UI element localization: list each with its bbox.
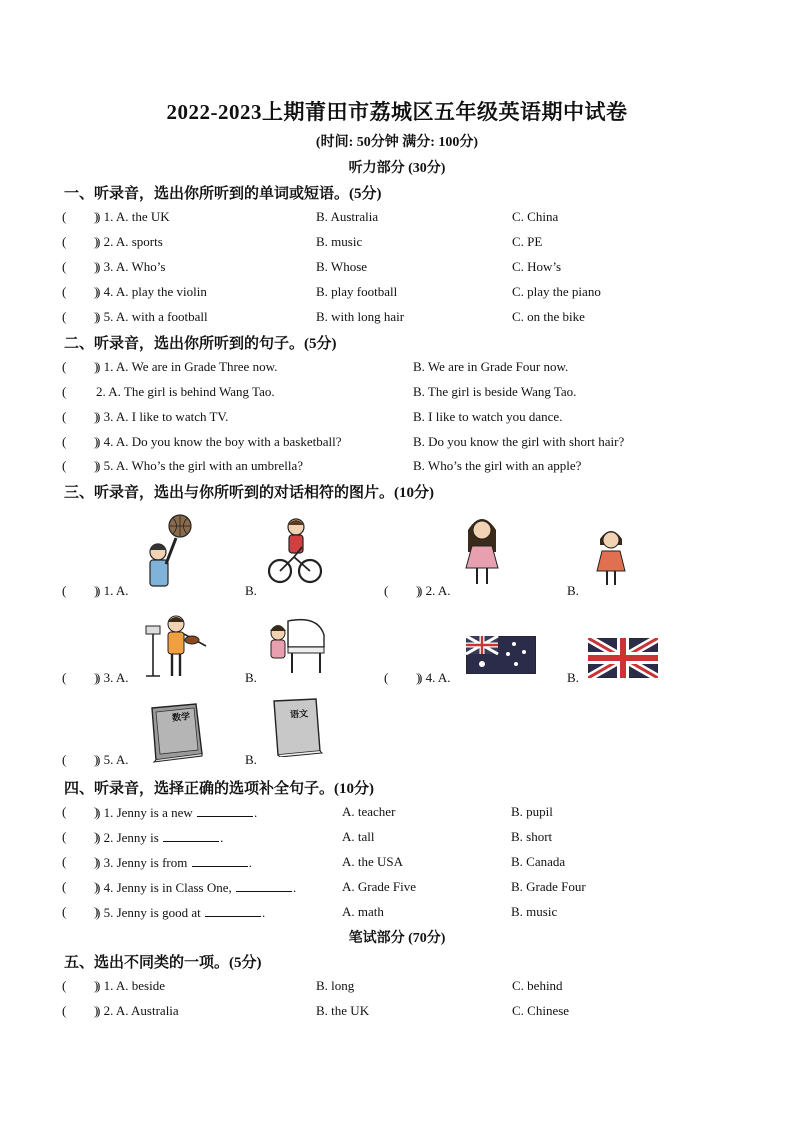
s4-item-2	[62, 829, 742, 849]
option-b: B. music	[511, 904, 558, 919]
s3-item-2	[384, 583, 684, 603]
answer-paren[interactable]	[62, 458, 66, 474]
question-text: ) 4. Jenny is in Class One, .	[96, 880, 297, 895]
s1-item-4	[62, 284, 742, 304]
answer-paren[interactable]	[62, 434, 66, 450]
option-b: B. short	[511, 829, 553, 844]
option-b: B. I like to watch you dance.	[413, 409, 563, 424]
question-text: ) 5. A. with a football	[96, 309, 208, 324]
option-b: B.	[567, 670, 579, 685]
s1-item-5	[62, 309, 742, 329]
question-text: ) 1. Jenny is a new .	[96, 805, 258, 820]
option-c: C. behind	[512, 978, 563, 993]
question-text: 2. A. The girl is behind Wang Tao.	[96, 384, 275, 399]
exam-title: 2022-2023上期莆田市荔城区五年级英语期中试卷	[166, 100, 628, 124]
answer-paren[interactable]	[62, 904, 66, 920]
option-b: B. The girl is beside Wang Tao.	[413, 384, 577, 399]
question-text: ) 5. Jenny is good at .	[96, 905, 266, 920]
option-c: C. How’s	[512, 259, 562, 274]
answer-paren[interactable]	[62, 234, 66, 250]
answer-paren[interactable]	[62, 978, 66, 994]
question-text: ) 1. A. beside	[96, 978, 165, 993]
option-b: B. Do you know the girl with short hair?	[413, 434, 625, 449]
answer-paren-open[interactable]: (	[62, 384, 67, 399]
option-b: B. Australia	[316, 209, 379, 224]
s1-item-3	[62, 259, 742, 279]
s2-item-3	[62, 409, 742, 429]
option-b: B. music	[316, 234, 363, 249]
answer-paren[interactable]	[62, 259, 66, 275]
question-text: ) 2. A.	[418, 583, 451, 598]
boy-bike-icon[interactable]	[268, 517, 322, 585]
option-b: B.	[245, 583, 257, 598]
option-b: B. We are in Grade Four now.	[413, 359, 569, 374]
part-writing: 笔试部分 (70分)	[348, 931, 446, 946]
s2-item-2	[62, 384, 742, 404]
s4-item-3	[62, 854, 742, 874]
answer-paren[interactable]	[62, 309, 66, 325]
s1-item-1	[62, 209, 742, 229]
uk-flag-icon[interactable]	[588, 638, 658, 678]
s4-item-4	[62, 879, 742, 899]
answer-paren[interactable]	[384, 670, 388, 686]
section-1-heading: 一、听录音，选出你所听到的单词或短语。(5分)	[64, 186, 382, 202]
question-text: ) 2. A. Australia	[96, 1003, 179, 1018]
question-text: ) 3. A.	[96, 670, 129, 685]
question-text: ) 1. A.	[96, 583, 129, 598]
answer-paren[interactable]	[62, 1003, 66, 1019]
section-4-heading: 四、听录音，选择正确的选项补全句子。(10分)	[64, 781, 374, 797]
answer-paren[interactable]	[62, 359, 66, 375]
question-text: ) 4. A. play the violin	[96, 284, 207, 299]
answer-paren[interactable]	[62, 284, 66, 300]
australia-flag-icon[interactable]	[466, 636, 536, 674]
answer-paren[interactable]	[384, 583, 388, 599]
option-b: B.	[245, 752, 257, 767]
option-c: C. China	[512, 209, 559, 224]
answer-paren[interactable]	[62, 752, 66, 768]
option-b: B. long	[316, 978, 355, 993]
piano-player-icon[interactable]	[264, 613, 328, 677]
math-book-label: 数学	[171, 712, 191, 724]
option-c: C. Chinese	[512, 1003, 570, 1018]
fill-blank[interactable]	[236, 879, 292, 892]
part-listening: 听力部分 (30分)	[348, 161, 446, 176]
girl-long-hair-icon[interactable]	[462, 514, 502, 590]
s2-item-5	[62, 458, 742, 478]
option-b: B. Grade Four	[511, 879, 586, 894]
fill-blank[interactable]	[197, 804, 253, 817]
boy-basketball-icon[interactable]	[140, 512, 200, 590]
fill-blank[interactable]	[192, 854, 248, 867]
option-b: B. the UK	[316, 1003, 370, 1018]
question-text: ) 3. A. I like to watch TV.	[96, 409, 229, 424]
option-b: B. pupil	[511, 804, 553, 819]
chinese-book-icon[interactable]	[270, 697, 324, 757]
violin-player-icon[interactable]	[142, 612, 212, 680]
question-text: ) 4. A. Do you know the boy with a basketball?	[96, 434, 342, 449]
s2-item-1	[62, 359, 742, 379]
fill-blank[interactable]	[205, 904, 261, 917]
question-text: ) 3. A. Who’s	[96, 259, 166, 274]
option-a: A. math	[342, 904, 384, 919]
question-text: ) 3. Jenny is from .	[96, 855, 252, 870]
s2-item-4	[62, 434, 742, 454]
girl-short-hair-icon[interactable]	[592, 525, 630, 589]
option-c: C. on the bike	[512, 309, 585, 324]
option-b: B. Who’s the girl with an apple?	[413, 458, 582, 473]
answer-paren[interactable]	[62, 804, 66, 820]
answer-paren[interactable]	[62, 409, 66, 425]
option-a: A. teacher	[342, 804, 396, 819]
option-b: B. play football	[316, 284, 398, 299]
question-text: ) 2. A. sports	[96, 234, 163, 249]
option-c: C. play the piano	[512, 284, 601, 299]
exam-subtitle: (时间: 50分钟 满分: 100分)	[315, 135, 479, 150]
option-b: B. Whose	[316, 259, 368, 274]
option-a: A. the USA	[342, 854, 404, 869]
question-text: ) 5. A. Who’s the girl with an umbrella?	[96, 458, 303, 473]
fill-blank[interactable]	[163, 829, 219, 842]
answer-paren[interactable]	[62, 879, 66, 895]
option-a: A. tall	[342, 829, 375, 844]
s1-item-2	[62, 234, 742, 254]
question-text: ) 5. A.	[96, 752, 129, 767]
answer-paren[interactable]	[62, 209, 66, 225]
chinese-book-label: 语文	[289, 709, 309, 721]
question-text: ) 4. A.	[418, 670, 451, 685]
answer-paren[interactable]	[62, 583, 66, 599]
option-c: C. PE	[512, 234, 543, 249]
option-b: B.	[567, 583, 579, 598]
question-text: ) 2. Jenny is .	[96, 830, 224, 845]
s4-item-1	[62, 804, 742, 824]
answer-paren[interactable]	[62, 854, 66, 870]
question-text: ) 1. A. the UK	[96, 209, 170, 224]
option-b: B.	[245, 670, 257, 685]
s4-item-5	[62, 904, 742, 924]
answer-paren[interactable]	[62, 670, 66, 686]
option-b: B. Canada	[511, 854, 566, 869]
question-text: ) 1. A. We are in Grade Three now.	[96, 359, 278, 374]
section-2-heading: 二、听录音，选出你所听到的句子。(5分)	[64, 336, 337, 352]
option-a: A. Grade Five	[342, 879, 417, 894]
s5-item-1	[62, 978, 742, 998]
option-b: B. with long hair	[316, 309, 405, 324]
answer-paren[interactable]	[62, 829, 66, 845]
math-book-icon[interactable]	[146, 702, 208, 764]
section-5-heading: 五、选出不同类的一项。(5分)	[64, 955, 262, 971]
s5-item-2	[62, 1003, 742, 1023]
section-3-heading: 三、听录音，选出与你所听到的对话相符的图片。(10分)	[64, 485, 434, 501]
